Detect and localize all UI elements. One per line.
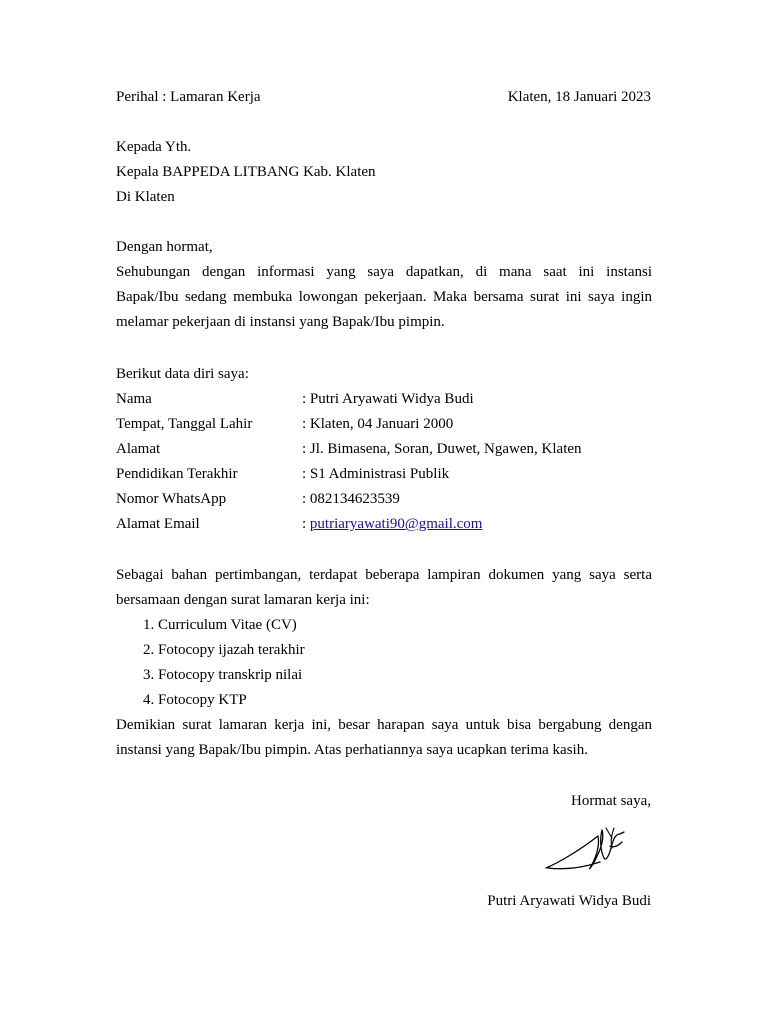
attachment-item: 2. Fotocopy ijazah terakhir [143, 642, 305, 658]
subject-line: Perihal : Lamaran Kerja [116, 89, 261, 105]
data-value: : Putri Aryawati Widya Budi [302, 391, 474, 407]
attachment-item: 1. Curriculum Vitae (CV) [143, 617, 297, 633]
email-colon: : [302, 516, 310, 532]
email-link[interactable]: putriaryawati90@gmail.com [309, 516, 483, 532]
intro-line-1: Sehubungan dengan informasi yang saya dapatkan, di mana saat ini instansi [116, 264, 652, 280]
intro-line-3: melamar pekerjaan di instansi yang Bapak/Ibu pimpin. [116, 314, 445, 330]
attachments-intro-line-1: Sebagai bahan pertimbangan, terdapat beberapa lampiran dokumen yang saya serta [116, 567, 652, 583]
data-label: Nama [116, 391, 152, 407]
data-label: Alamat [116, 441, 161, 457]
place-date: Klaten, 18 Januari 2023 [507, 89, 651, 105]
recipient-line-2: Kepala BAPPEDA LITBANG Kab. Klaten [116, 164, 376, 180]
email-value [302, 515, 482, 533]
data-label: Nomor WhatsApp [116, 491, 227, 507]
greeting: Dengan hormat, [116, 239, 213, 255]
closing-line-2: instansi yang Bapak/Ibu pimpin. Atas perhatiannya saya ucapkan terima kasih. [116, 742, 588, 758]
handwritten-signature-icon [540, 824, 630, 876]
data-value: : 082134623539 [302, 491, 400, 507]
attachments-intro-line-2: bersamaan dengan surat lamaran kerja ini: [116, 592, 370, 608]
data-label: Tempat, Tanggal Lahir [116, 416, 253, 432]
attachment-item: 4. Fotocopy KTP [143, 692, 247, 708]
intro-line-2: Bapak/Ibu sedang membuka lowongan pekerjaan. Maka bersama surat ini saya ingin [116, 289, 652, 305]
data-value: : S1 Administrasi Publik [302, 466, 450, 482]
data-label: Alamat Email [116, 516, 200, 532]
data-value: : Klaten, 04 Januari 2000 [302, 416, 454, 432]
closing-line-1: Demikian surat lamaran kerja ini, besar harapan saya untuk bisa bergabung dengan [116, 717, 652, 733]
sign-off: Hormat saya, [571, 793, 651, 809]
data-intro: Berikut data diri saya: [116, 366, 249, 382]
attachment-item: 3. Fotocopy transkrip nilai [143, 667, 303, 683]
signer-name: Putri Aryawati Widya Budi [487, 893, 651, 909]
recipient-line-3: Di Klaten [116, 189, 175, 205]
data-value: : Jl. Bimasena, Soran, Duwet, Ngawen, Klaten [302, 441, 582, 457]
data-label: Pendidikan Terakhir [116, 466, 238, 482]
recipient-line-1: Kepada Yth. [116, 139, 192, 155]
